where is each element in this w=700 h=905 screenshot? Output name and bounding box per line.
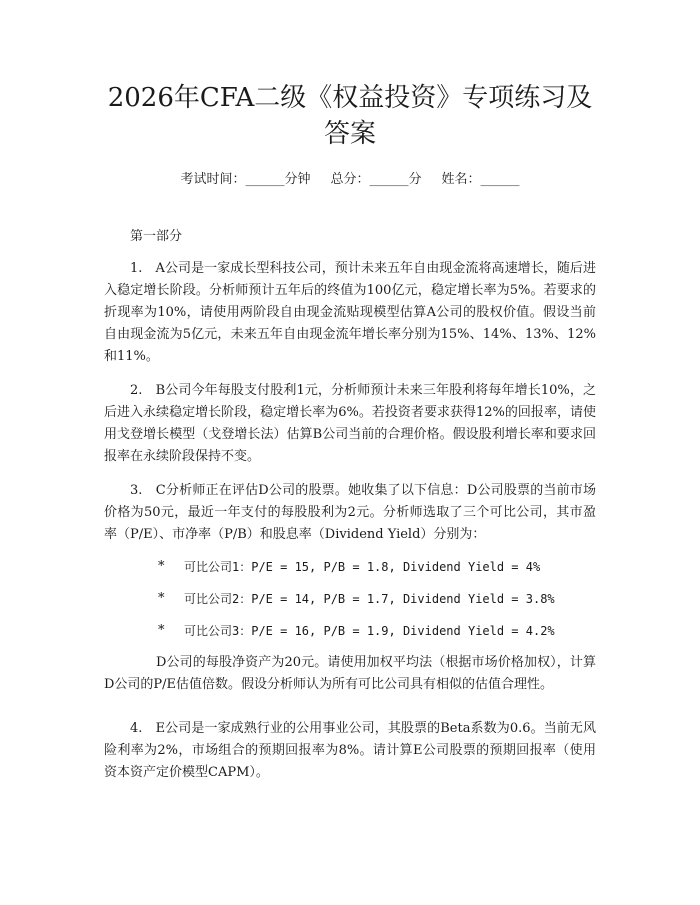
name-field: 姓名：______ [441,172,520,187]
exam-time-field: 考试时间：______分钟 [180,172,311,187]
question-4: 4. E公司是一家成熟行业的公用事业公司，其股票的Beta系数为0.6。当前无风险利率为2%，市场组合的预期回报率为8%。请计算E公司股票的预期回报率（使用资本资产定价模型CAPM）。 [104,721,596,780]
list-item [104,588,596,611]
bullet-marker: * [158,623,165,638]
comparable-list [104,556,596,643]
list-item [104,620,596,643]
list-item [104,556,596,579]
comparable-1: 可比公司1：P/E = 15, P/B = 1.8, Dividend Yield = 4% [184,560,541,574]
bullet-marker: * [158,591,165,606]
question-3-tail: D公司的每股净资产为20元。请使用加权平均法（根据市场价格加权），计算D公司的P/E估值倍数。假设分析师认为所有可比公司具有相似的估值合理性。 [104,655,596,692]
total-score-field: 总分：______分 [330,172,422,187]
bullet-marker: * [158,559,165,574]
question-1: 1. A公司是一家成长型科技公司，预计未来五年自由现金流将高速增长，随后进入稳定增长阶段。分析师预计五年后的终值为100亿元，稳定增长率为5%。若要求的折现率为10%，请使用两阶段自由现金流贴现模型估算A公司的股权价值。假设当前自由现金流为5亿元，未来五年自由现金流年增长率分别为15%、14%、13%、12%和11%。 [104,261,596,364]
section-heading: 第一部分 [130,229,183,244]
document-title: 2026年CFA二级《权益投资》专项练习及答案 [107,83,593,149]
comparable-2: 可比公司2：P/E = 14, P/B = 1.7, Dividend Yield = 3.8% [184,592,555,606]
question-3: 3. C分析师正在评估D公司的股票。她收集了以下信息：D公司股票的当前市场价格为50元，最近一年支付的每股股利为2元。分析师选取了三个可比公司，其市盈率（P/E）、市净率（P/B）和股息率（Dividend Yield）分别为： [104,483,596,542]
question-2: 2. B公司今年每股支付股利1元，分析师预计未来三年股利将每年增长10%，之后进入永续稳定增长阶段，稳定增长率为6%。若投资者要求获得12%的回报率，请使用戈登增长模型（戈登增长法）估算B公司当前的合理价格。假设股利增长率和要求回报率在永续阶段保持不变。 [104,383,596,464]
comparable-3: 可比公司3：P/E = 16, P/B = 1.9, Dividend Yield = 4.2% [184,624,555,638]
exam-meta [104,170,596,190]
